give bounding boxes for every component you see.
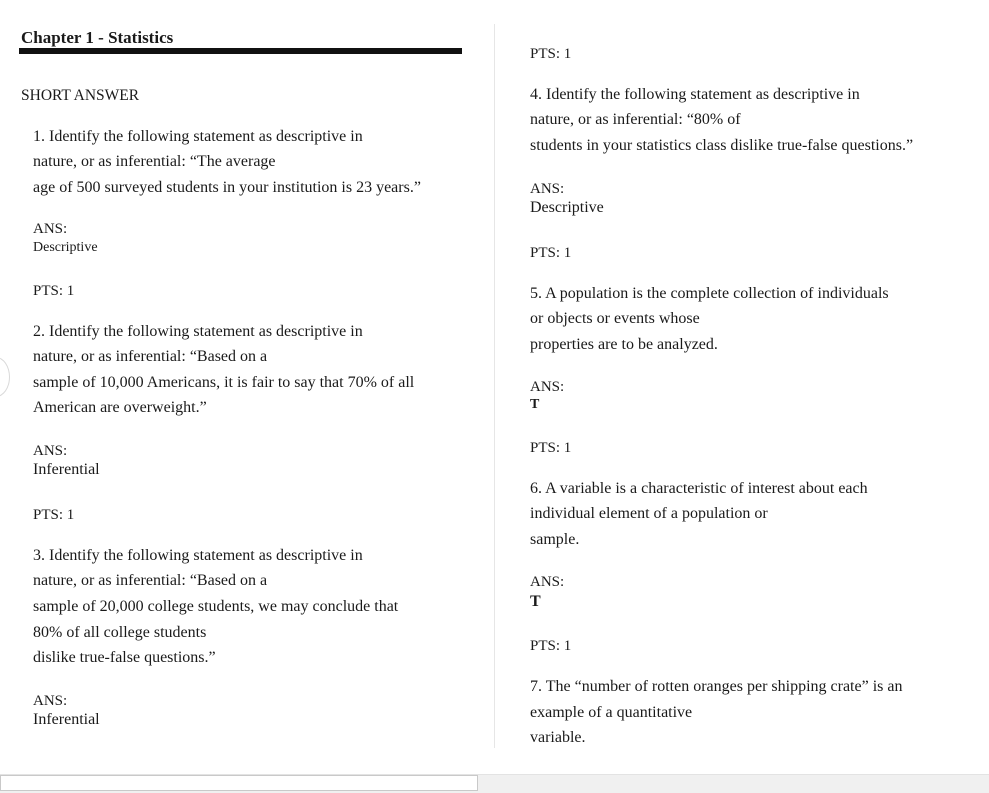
answer-3-label: ANS: <box>33 693 68 709</box>
points-3: PTS: 1 <box>530 46 572 62</box>
page-title <box>21 28 173 48</box>
question-4-line-1: 4. Identify the following statement as descriptive in <box>530 86 860 103</box>
question-2-line-4: American are overweight.” <box>33 399 207 416</box>
answer-6-label: ANS: <box>530 574 565 590</box>
answer-4-value: Descriptive <box>530 199 604 216</box>
question-4-line-2: nature, or as inferential: “80% of <box>530 111 741 128</box>
page-edge-handle[interactable] <box>0 357 10 397</box>
question-4-line-3: students in your statistics class dislike true-false questions.” <box>530 137 914 154</box>
question-3-line-3: sample of 20,000 college students, we may conclude that <box>33 598 399 615</box>
question-7-line-3: variable. <box>530 729 586 746</box>
column-divider <box>494 24 495 748</box>
points-2: PTS: 1 <box>33 507 75 523</box>
question-5-line-2: or objects or events whose <box>530 310 700 327</box>
points-5: PTS: 1 <box>530 440 572 456</box>
question-2-line-1: 2. Identify the following statement as descriptive in <box>33 323 363 340</box>
title-separator: - <box>93 28 109 47</box>
question-3-line-2: nature, or as inferential: “Based on a <box>33 572 268 589</box>
title-rule <box>19 48 462 54</box>
question-7-line-2: example of a quantitative <box>530 704 693 721</box>
question-5-line-3: properties are to be analyzed. <box>530 336 718 353</box>
answer-1-label: ANS: <box>33 221 68 237</box>
title-chapter: Chapter 1 <box>21 28 94 47</box>
question-3-line-4: 80% of all college students <box>33 624 207 641</box>
question-1-line-2: nature, or as inferential: “The average <box>33 153 276 170</box>
horizontal-scrollbar-thumb[interactable] <box>0 775 478 791</box>
answer-2-label: ANS: <box>33 443 68 459</box>
question-6-line-1: 6. A variable is a characteristic of interest about each <box>530 480 868 497</box>
answer-6-value: T <box>530 593 541 610</box>
points-6: PTS: 1 <box>530 638 572 654</box>
points-1: PTS: 1 <box>33 283 75 299</box>
question-3-line-1: 3. Identify the following statement as descriptive in <box>33 547 363 564</box>
answer-2-value: Inferential <box>33 461 100 478</box>
question-6-line-3: sample. <box>530 531 580 548</box>
question-6-line-2: individual element of a population or <box>530 505 768 522</box>
answer-3-value: Inferential <box>33 711 100 728</box>
question-1-line-3: age of 500 surveyed students in your institution is 23 years.” <box>33 179 421 196</box>
title-subject: Statistics <box>108 28 174 47</box>
question-2-line-2: nature, or as inferential: “Based on a <box>33 348 268 365</box>
question-1-line-1: 1. Identify the following statement as descriptive in <box>33 128 363 145</box>
answer-5-label: ANS: <box>530 379 565 395</box>
question-3-line-5: dislike true-false questions.” <box>33 649 216 666</box>
answer-1-value: Descriptive <box>33 240 98 255</box>
question-5-line-1: 5. A population is the complete collection of individuals <box>530 285 889 302</box>
answer-4-label: ANS: <box>530 181 565 197</box>
question-7-line-1: 7. The “number of rotten oranges per shipping crate” is an <box>530 678 903 695</box>
section-heading: SHORT ANSWER <box>21 87 140 104</box>
points-4: PTS: 1 <box>530 245 572 261</box>
answer-5-value: T <box>530 397 540 412</box>
question-2-line-3: sample of 10,000 Americans, it is fair to say that 70% of all <box>33 374 415 391</box>
